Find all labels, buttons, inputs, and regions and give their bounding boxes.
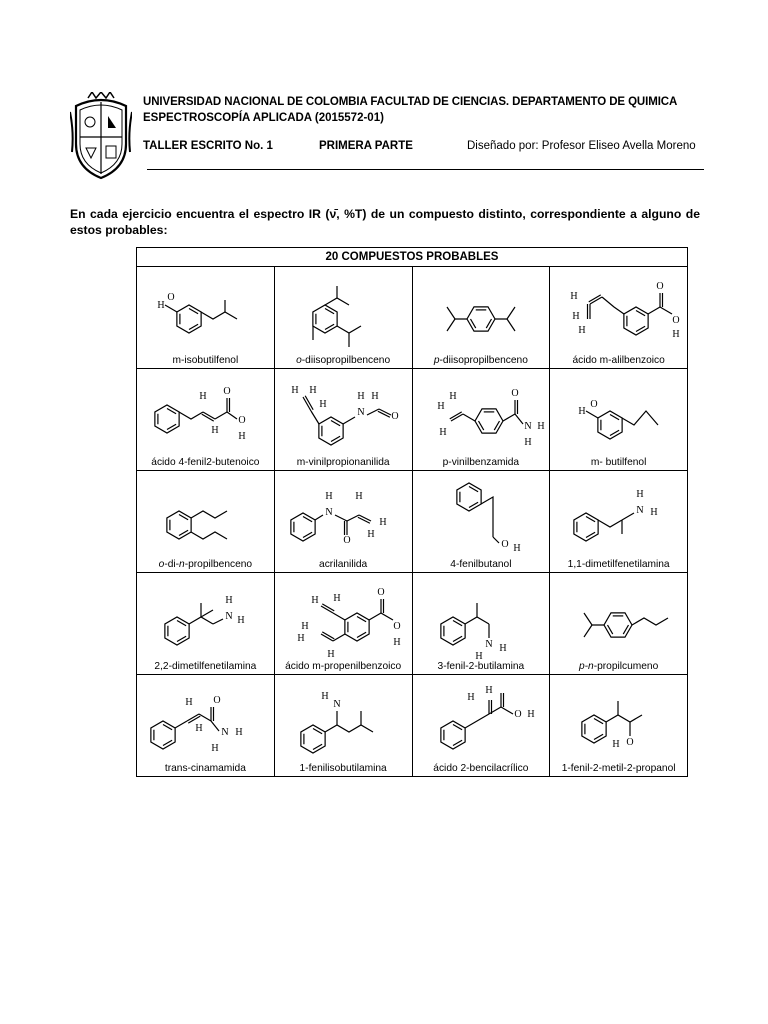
svg-text:H: H	[225, 595, 233, 606]
structure-drawing	[275, 573, 412, 661]
workshop-label: TALLER ESCRITO No. 1	[143, 140, 273, 152]
compound-name-text: 1-fenil-2-metil-2-propanol	[561, 763, 676, 774]
structure-drawing	[550, 369, 687, 457]
compound-name-prefix: p	[433, 355, 440, 366]
compound-cell	[274, 471, 412, 573]
svg-text:H: H	[319, 399, 327, 410]
svg-text:H: H	[672, 329, 680, 340]
compound-name	[275, 763, 412, 776]
svg-text:H: H	[466, 692, 475, 703]
svg-text:O: O	[590, 399, 598, 410]
structure-drawing	[413, 675, 550, 763]
svg-text:H: H	[436, 401, 445, 412]
svg-text:H: H	[357, 391, 365, 402]
svg-text:H: H	[355, 491, 363, 502]
svg-text:H: H	[327, 649, 335, 660]
structure-drawing	[413, 369, 550, 457]
compound-cell	[550, 675, 688, 777]
compound-name-text: m-isobutilfenol	[172, 355, 239, 366]
svg-text:N: N	[484, 639, 493, 650]
compound-name-text: m-vinilpropionanilida	[296, 457, 390, 468]
svg-text:N: N	[636, 505, 644, 516]
structure-drawing	[550, 267, 687, 355]
table-row	[137, 471, 688, 573]
svg-text:H: H	[371, 391, 379, 402]
svg-text:H: H	[523, 437, 532, 448]
compound-name	[550, 559, 687, 572]
svg-text:H: H	[301, 621, 309, 632]
compound-name	[413, 559, 550, 572]
compound-name	[275, 355, 412, 368]
compound-name-prefix: p-	[578, 661, 589, 672]
compound-cell	[274, 573, 412, 675]
compound-name-text: ácido 4-fenil2-butenoico	[151, 457, 260, 468]
svg-text:O: O	[223, 386, 231, 397]
svg-text:H: H	[512, 543, 521, 554]
svg-text:H: H	[321, 691, 329, 702]
compound-name-text: 1-fenilisobutilamina	[299, 763, 387, 774]
compound-cell	[550, 267, 688, 369]
svg-text:H: H	[325, 491, 333, 502]
compound-name	[137, 355, 274, 368]
compound-name	[413, 457, 550, 470]
svg-text:H: H	[195, 723, 203, 734]
compound-name	[550, 355, 687, 368]
course-title: ESPECTROSCOPÍA APLICADA (2015572-01)	[143, 112, 384, 124]
compound-cell	[274, 369, 412, 471]
compound-name	[137, 763, 274, 776]
svg-text:H: H	[572, 311, 580, 322]
compound-name	[137, 559, 274, 572]
structure-drawing	[550, 471, 687, 559]
compound-name-text: 4-fenilbutanol	[450, 559, 512, 570]
structure-drawing	[413, 573, 550, 661]
designer-label: Diseñado por: Profesor Eliseo Avella Moreno	[467, 140, 696, 152]
structure-drawing	[275, 471, 412, 559]
svg-text:H: H	[474, 651, 483, 661]
compound-name-prefix: -di-	[164, 559, 180, 570]
compound-name-prefix: n	[179, 559, 185, 570]
svg-text:O: O	[510, 388, 519, 399]
structure-drawing	[275, 267, 412, 355]
svg-text:H: H	[238, 431, 246, 442]
svg-text:H: H	[309, 385, 317, 396]
structure-drawing	[413, 471, 550, 559]
svg-text:H: H	[526, 709, 535, 720]
compound-name-prefix: o	[158, 559, 165, 570]
svg-text:H: H	[157, 300, 165, 311]
svg-text:O: O	[167, 292, 175, 303]
compound-name-text: trans-cinamamida	[164, 763, 246, 774]
compound-name	[137, 457, 274, 470]
svg-text:H: H	[185, 697, 193, 708]
compound-name-text: p-vinilbenzamida	[442, 457, 520, 468]
svg-text:H: H	[438, 427, 447, 438]
svg-text:N: N	[225, 611, 233, 622]
svg-text:N: N	[221, 727, 229, 738]
svg-text:H: H	[333, 593, 341, 604]
svg-text:H: H	[570, 291, 578, 302]
compound-cell	[137, 369, 275, 471]
compound-name-prefix: n	[588, 661, 594, 672]
compound-name-text: -diisopropilbenceno	[439, 355, 528, 366]
compound-cell	[137, 675, 275, 777]
compound-name-text: ácido m-alilbenzoico	[572, 355, 665, 366]
compound-cell	[137, 573, 275, 675]
compound-cell	[550, 369, 688, 471]
part-label: PRIMERA PARTE	[319, 140, 413, 152]
compound-name-text: -propilbenceno	[184, 559, 253, 570]
compound-cell	[137, 471, 275, 573]
compound-name	[413, 355, 550, 368]
compound-name	[550, 763, 687, 776]
svg-text:H: H	[311, 595, 319, 606]
svg-text:H: H	[367, 529, 375, 540]
compound-name	[413, 661, 550, 674]
svg-text:H: H	[578, 406, 586, 417]
compound-name-text: -diisopropilbenceno	[301, 355, 391, 366]
compound-name-text: ácido m-propenilbenzoico	[285, 661, 402, 672]
header-divider	[147, 169, 704, 170]
table-title: 20 COMPUESTOS PROBABLES	[137, 248, 688, 267]
compound-name-text: 2,2-dimetilfenetilamina	[154, 661, 257, 672]
svg-text:N: N	[357, 407, 365, 418]
structure-drawing	[137, 267, 274, 355]
svg-text:H: H	[291, 385, 299, 396]
structure-drawing	[550, 675, 687, 763]
university-title: UNIVERSIDAD NACIONAL DE COLOMBIA FACULTAD DE CIENCIAS. DEPARTAMENTO DE QUIMICA	[143, 96, 678, 108]
compound-cell	[550, 471, 688, 573]
structure-drawing	[413, 267, 550, 355]
structure-drawing	[137, 573, 274, 661]
university-seal-logo	[70, 92, 132, 182]
instructions-paragraph: En cada ejercicio encuentra el espectro IR (ν̄, %T) de un compuesto distinto, correspondiente a alguno de estos probables:	[70, 207, 700, 237]
svg-text:H: H	[448, 391, 457, 402]
svg-text:O: O	[238, 415, 246, 426]
compound-name-text: acrilanilida	[319, 559, 368, 570]
compound-cell	[274, 267, 412, 369]
svg-text:H: H	[612, 739, 620, 750]
svg-text:H: H	[211, 743, 219, 754]
svg-text:O: O	[213, 695, 221, 706]
svg-text:N: N	[333, 699, 341, 710]
compound-cell	[274, 675, 412, 777]
compound-cell	[412, 471, 550, 573]
svg-text:O: O	[626, 737, 634, 748]
svg-text:H: H	[297, 633, 305, 644]
compound-name	[550, 457, 687, 470]
table-row	[137, 573, 688, 675]
svg-text:N: N	[523, 421, 532, 432]
compound-cell	[412, 267, 550, 369]
compound-cell	[412, 369, 550, 471]
compound-name-text: ácido 2-bencilacrílico	[433, 763, 529, 774]
svg-text:O: O	[656, 281, 664, 292]
svg-text:N: N	[325, 507, 333, 518]
compound-cell	[412, 573, 550, 675]
table-row	[137, 369, 688, 471]
svg-text:O: O	[672, 315, 680, 326]
svg-text:O: O	[343, 535, 351, 546]
svg-text:H: H	[498, 643, 507, 654]
table-row	[137, 267, 688, 369]
svg-text:O: O	[391, 411, 399, 422]
compound-name	[550, 661, 687, 674]
table-row	[137, 675, 688, 777]
structure-drawing	[275, 675, 412, 763]
svg-text:O: O	[393, 621, 401, 632]
compound-name-text: 1,1-dimetilfenetilamina	[567, 559, 670, 570]
svg-text:H: H	[484, 685, 493, 696]
compound-cell	[137, 267, 275, 369]
compound-name	[413, 763, 550, 776]
svg-text:H: H	[237, 615, 245, 626]
structure-drawing	[137, 471, 274, 559]
svg-text:H: H	[235, 727, 243, 738]
structure-drawing	[137, 369, 274, 457]
svg-text:O: O	[377, 587, 385, 598]
compounds-table	[136, 247, 688, 777]
compound-name-prefix: o	[296, 355, 302, 366]
svg-text:H: H	[536, 421, 545, 432]
svg-text:H: H	[650, 507, 658, 518]
compound-name-text: m- butilfenol	[590, 457, 647, 468]
compound-cell	[550, 573, 688, 675]
structure-drawing	[275, 369, 412, 457]
compound-name-text: -propilcumeno	[593, 661, 659, 672]
svg-text:H: H	[393, 637, 401, 648]
compound-name-text: 3-fenil-2-butilamina	[437, 661, 525, 672]
svg-text:H: H	[199, 391, 207, 402]
svg-text:H: H	[379, 517, 387, 528]
svg-text:H: H	[636, 489, 644, 500]
svg-text:O: O	[513, 709, 522, 720]
structure-drawing	[137, 675, 274, 763]
compound-name	[275, 661, 412, 674]
compound-name	[137, 661, 274, 674]
svg-text:O: O	[500, 539, 509, 550]
svg-text:H: H	[211, 425, 219, 436]
svg-text:H: H	[578, 325, 586, 336]
structure-drawing	[550, 573, 687, 661]
compound-name	[275, 457, 412, 470]
compound-name	[275, 559, 412, 572]
compound-cell	[412, 675, 550, 777]
